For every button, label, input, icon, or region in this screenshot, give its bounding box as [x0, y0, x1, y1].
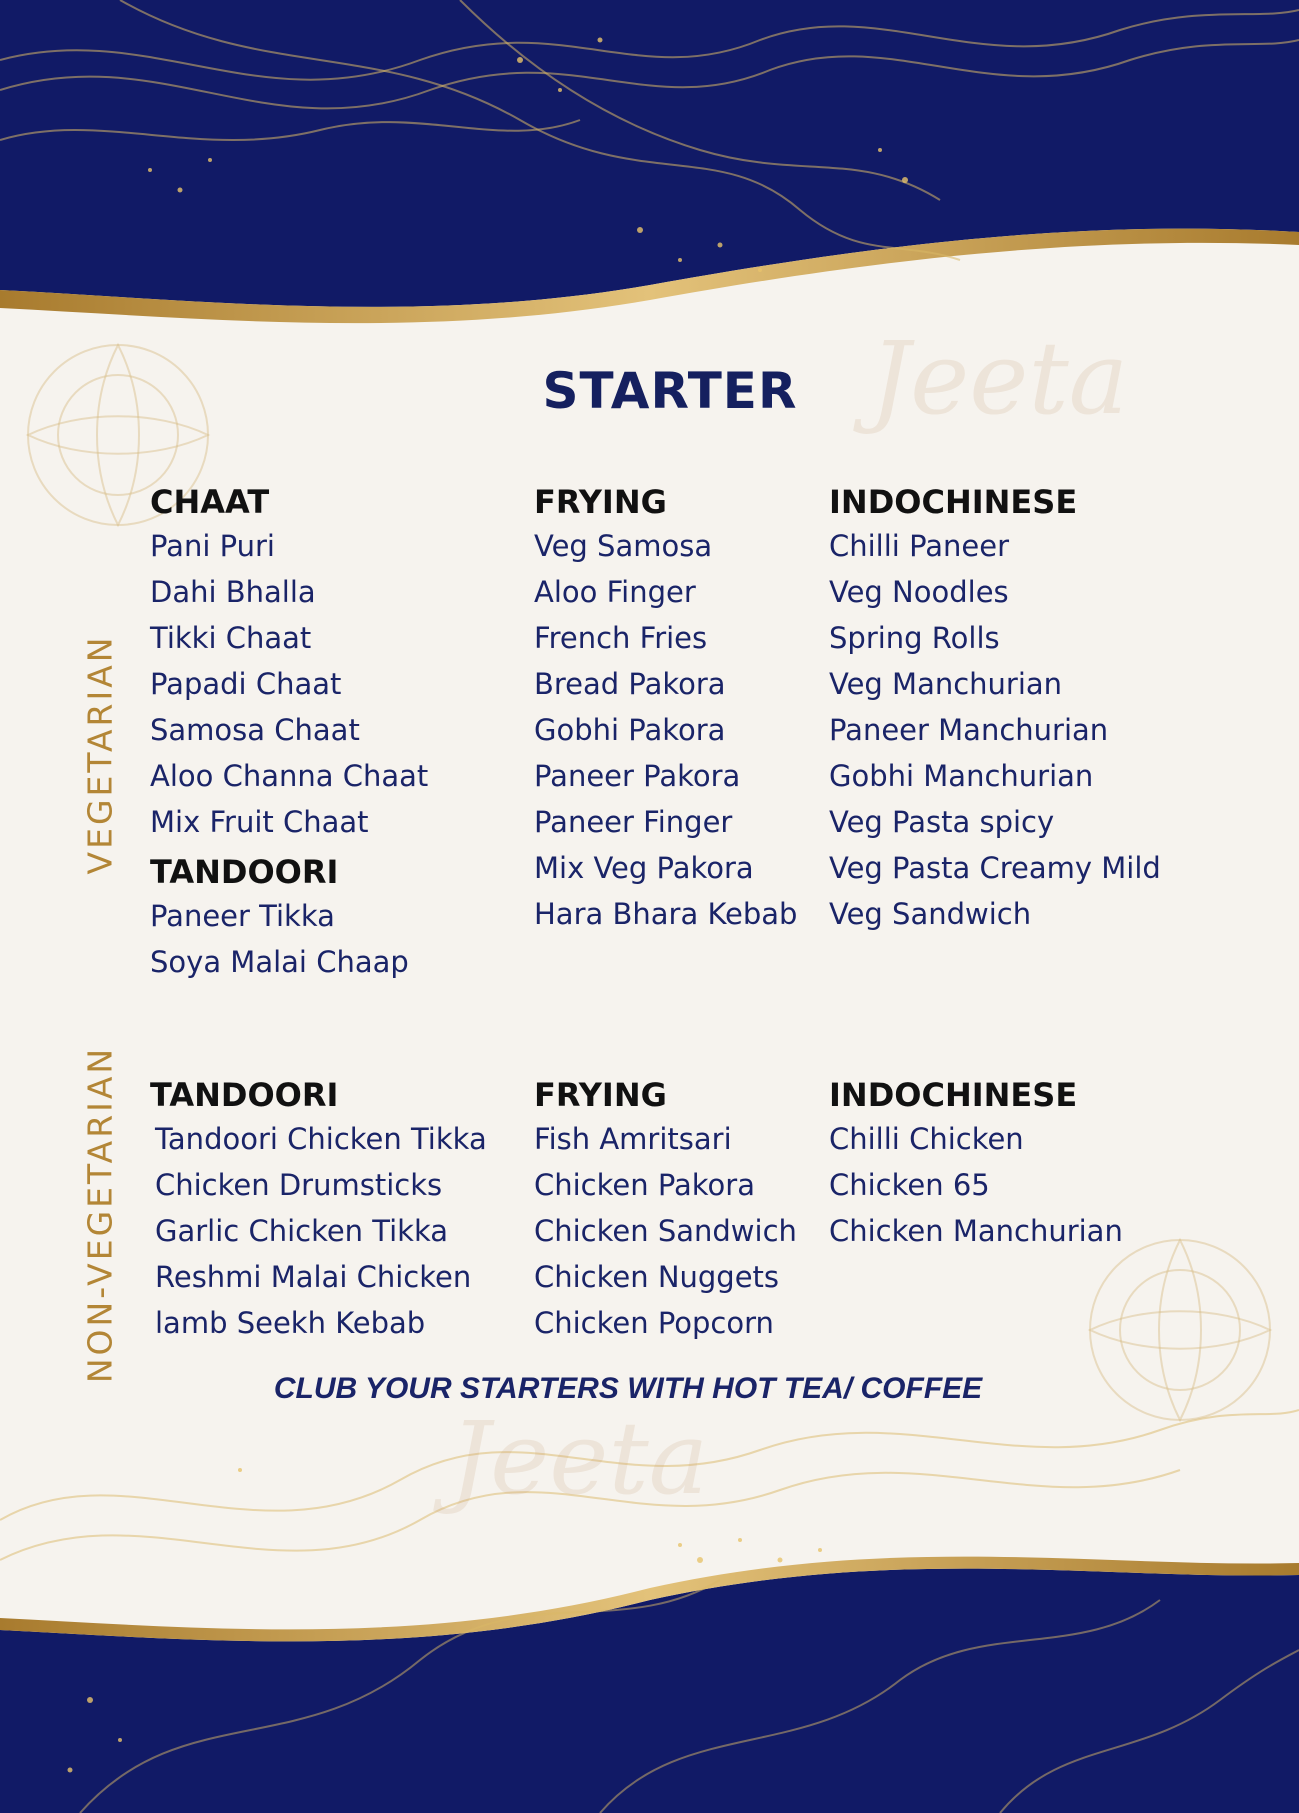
- veg-frying-section: [534, 481, 797, 937]
- menu-item: Garlic Chicken Tikka: [155, 1214, 449, 1248]
- menu-item: Chicken Drumsticks: [155, 1168, 443, 1202]
- menu-item: Chicken Nuggets: [534, 1260, 780, 1294]
- menu-item: Aloo Finger: [534, 575, 696, 609]
- tagline: CLUB YOUR STARTERS WITH HOT TEA/ COFFEE: [273, 1372, 983, 1405]
- menu-item: Dahi Bhalla: [150, 575, 316, 609]
- vegetarian-side-label: VEGETARIAN: [80, 634, 120, 875]
- veg-frying-heading: FRYING: [534, 483, 667, 521]
- menu-item: Paneer Manchurian: [829, 713, 1109, 747]
- menu-item: Chicken 65: [829, 1168, 990, 1202]
- nonveg-indochinese-section: [829, 1074, 1123, 1254]
- nonveg-tandoori-section: [150, 1074, 487, 1346]
- menu-item: Chilli Paneer: [829, 529, 1010, 563]
- menu-item: Tandoori Chicken Tikka: [155, 1122, 487, 1156]
- menu-item: French Fries: [534, 621, 708, 655]
- menu-item: Gobhi Manchurian: [829, 759, 1094, 793]
- menu-item: Papadi Chaat: [150, 667, 342, 701]
- menu-item: Mix Veg Pakora: [534, 851, 754, 885]
- menu-item: Veg Pasta spicy: [829, 805, 1055, 839]
- menu-item: Tikki Chaat: [150, 621, 312, 655]
- veg-chaat-section: [150, 481, 428, 985]
- menu-item: Gobhi Pakora: [534, 713, 726, 747]
- menu-item: Soya Malai Chaap: [150, 945, 409, 979]
- menu-item: Paneer Tikka: [150, 899, 335, 933]
- menu-item: Spring Rolls: [829, 621, 1000, 655]
- menu-item: Aloo Channa Chaat: [150, 759, 429, 793]
- menu-item: Chicken Pakora: [534, 1168, 755, 1202]
- veg-indochinese-heading: INDOCHINESE: [829, 483, 1078, 521]
- menu-item: Paneer Finger: [534, 805, 733, 839]
- menu-item: Mix Fruit Chaat: [150, 805, 369, 839]
- nonveg-frying-heading: FRYING: [534, 1076, 667, 1114]
- menu-item: Hara Bhara Kebab: [534, 897, 798, 931]
- menu-item: Chicken Manchurian: [829, 1214, 1123, 1248]
- menu-item: Veg Sandwich: [829, 897, 1032, 931]
- menu-item: Veg Noodles: [829, 575, 1009, 609]
- menu-item: Pani Puri: [150, 529, 275, 563]
- menu-item: Samosa Chaat: [150, 713, 360, 747]
- veg-chaat-heading: CHAAT: [150, 483, 270, 521]
- menu-item: Reshmi Malai Chicken: [155, 1260, 472, 1294]
- nonveg-frying-section: [534, 1074, 797, 1346]
- menu-item: Veg Manchurian: [829, 667, 1063, 701]
- brand-watermark-bottom: Jeeta: [450, 1400, 709, 1517]
- veg-indochinese-section: [829, 481, 1161, 937]
- menu-item: Fish Amritsari: [534, 1122, 732, 1156]
- nonveg-tandoori-heading: TANDOORI: [150, 1076, 339, 1114]
- menu-item: Chilli Chicken: [829, 1122, 1024, 1156]
- menu-item: Chicken Popcorn: [534, 1306, 774, 1340]
- menu-item: lamb Seekh Kebab: [155, 1306, 426, 1340]
- nonveg-indochinese-heading: INDOCHINESE: [829, 1076, 1078, 1114]
- menu-item: Chicken Sandwich: [534, 1214, 797, 1248]
- menu-item: Veg Pasta Creamy Mild: [829, 851, 1161, 885]
- menu-item: Paneer Pakora: [534, 759, 741, 793]
- menu-item: Bread Pakora: [534, 667, 726, 701]
- non-vegetarian-side-label: NON-VEGETARIAN: [80, 1045, 120, 1384]
- veg-tandoori-heading: TANDOORI: [150, 853, 339, 891]
- page-title: STARTER: [542, 362, 798, 420]
- brand-watermark-top: Jeeta: [870, 320, 1129, 437]
- menu-item: Veg Samosa: [534, 529, 713, 563]
